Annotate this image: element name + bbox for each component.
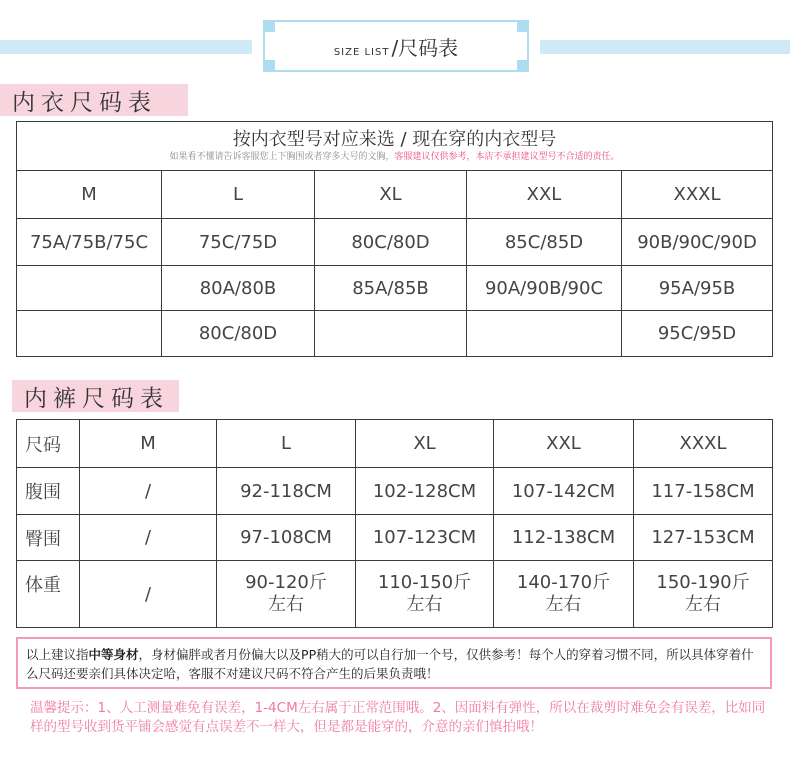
bra-caption-sub-a: 如果看不懂请告诉客服您上下胸围或者穿多大号的文胸， bbox=[169, 152, 395, 162]
bra-cell: 80A/80B bbox=[162, 266, 315, 311]
pants-cell: / bbox=[80, 561, 217, 628]
page-title bbox=[334, 32, 458, 61]
warm-tip: 温馨提示：1、人工测量难免有误差，1-4CM左右属于正常范围哦。2、因面料有弹性，所以在裁剪时难免会有误差，比如同样的型号收到货平铺会感觉有点误差不一样大，但是都是能穿的，介意的亲们慎拍哦！ bbox=[30, 700, 766, 735]
pants-size-table bbox=[16, 419, 773, 628]
size-list-title-box bbox=[263, 20, 529, 72]
bra-cell: 90B/90C/90D bbox=[622, 219, 773, 266]
page-title-main: /尺码表 bbox=[391, 35, 459, 60]
bra-cell: 85C/85D bbox=[467, 219, 622, 266]
bra-caption-main: 按内衣型号对应来选 / 现在穿的内衣型号 bbox=[232, 129, 557, 150]
header-band-left bbox=[0, 40, 252, 54]
bra-col-header: XXXL bbox=[622, 171, 773, 219]
bra-caption-sub-b: 客服建议仅供参考，本店不承担建议型号不合适的责任。 bbox=[394, 152, 620, 162]
bra-cell: 75A/75B/75C bbox=[17, 219, 162, 266]
bra-cell: 75C/75D bbox=[162, 219, 315, 266]
bra-cell: 80C/80D bbox=[315, 219, 467, 266]
note-rest: ，身材偏胖或者月份偏大以及PP稍大的可以自行加一个号，仅供参考！每个人的穿着习惯不同，所以具体穿着什么尺码还要亲们具体决定哈，客服不对建议尺码不符合产生的后果负责哦！ bbox=[26, 647, 754, 681]
pants-cell: 112-138CM bbox=[494, 515, 634, 561]
pants-cell: 150-190斤 左右 bbox=[634, 561, 773, 628]
bra-cell bbox=[467, 311, 622, 357]
pants-cell: 92-118CM bbox=[217, 468, 356, 515]
pants-cell: 127-153CM bbox=[634, 515, 773, 561]
bra-cell: 95A/95B bbox=[622, 266, 773, 311]
pants-col-header: XXL bbox=[494, 420, 634, 468]
pants-cell: / bbox=[80, 468, 217, 515]
bra-cell bbox=[315, 311, 467, 357]
bra-section-heading: 内衣尺码表 bbox=[0, 84, 188, 116]
bra-col-header: L bbox=[162, 171, 315, 219]
size-advice-note bbox=[16, 637, 772, 689]
pants-cell: 107-123CM bbox=[356, 515, 494, 561]
bra-caption bbox=[17, 122, 773, 171]
bra-cell: 90A/90B/90C bbox=[467, 266, 622, 311]
pants-col-header: M bbox=[80, 420, 217, 468]
pants-col-header: L bbox=[217, 420, 356, 468]
pants-row-label: 体重 bbox=[17, 561, 80, 628]
bra-col-header: XXL bbox=[467, 171, 622, 219]
bra-cell bbox=[17, 311, 162, 357]
note-prefix: 以上建议指 bbox=[26, 647, 89, 662]
title-corner bbox=[263, 20, 275, 32]
pants-col-header: XL bbox=[356, 420, 494, 468]
pants-cell: 140-170斤 左右 bbox=[494, 561, 634, 628]
pants-cell: / bbox=[80, 515, 217, 561]
pants-cell: 97-108CM bbox=[217, 515, 356, 561]
header-band-right bbox=[540, 40, 790, 54]
pants-cell: 110-150斤 左右 bbox=[356, 561, 494, 628]
pants-row-label: 腹围 bbox=[17, 468, 80, 515]
note-bold: 中等身材 bbox=[88, 647, 139, 662]
bra-col-header: XL bbox=[315, 171, 467, 219]
title-corner bbox=[517, 60, 529, 72]
pants-cell: 117-158CM bbox=[634, 468, 773, 515]
bra-cell: 95C/95D bbox=[622, 311, 773, 357]
page-title-small: SIZE LIST bbox=[333, 46, 390, 58]
bra-caption-sub bbox=[17, 151, 772, 163]
pants-col-header: 尺码 bbox=[17, 420, 80, 468]
pants-col-header: XXXL bbox=[634, 420, 773, 468]
pants-cell: 102-128CM bbox=[356, 468, 494, 515]
bra-col-header: M bbox=[17, 171, 162, 219]
bra-size-table bbox=[16, 121, 773, 357]
title-corner bbox=[263, 60, 275, 72]
title-corner bbox=[517, 20, 529, 32]
bra-cell bbox=[17, 266, 162, 311]
pants-cell: 90-120斤 左右 bbox=[217, 561, 356, 628]
pants-section-heading: 内裤尺码表 bbox=[12, 380, 179, 412]
bra-cell: 80C/80D bbox=[162, 311, 315, 357]
pants-cell: 107-142CM bbox=[494, 468, 634, 515]
bra-cell: 85A/85B bbox=[315, 266, 467, 311]
pants-row-label: 臀围 bbox=[17, 515, 80, 561]
